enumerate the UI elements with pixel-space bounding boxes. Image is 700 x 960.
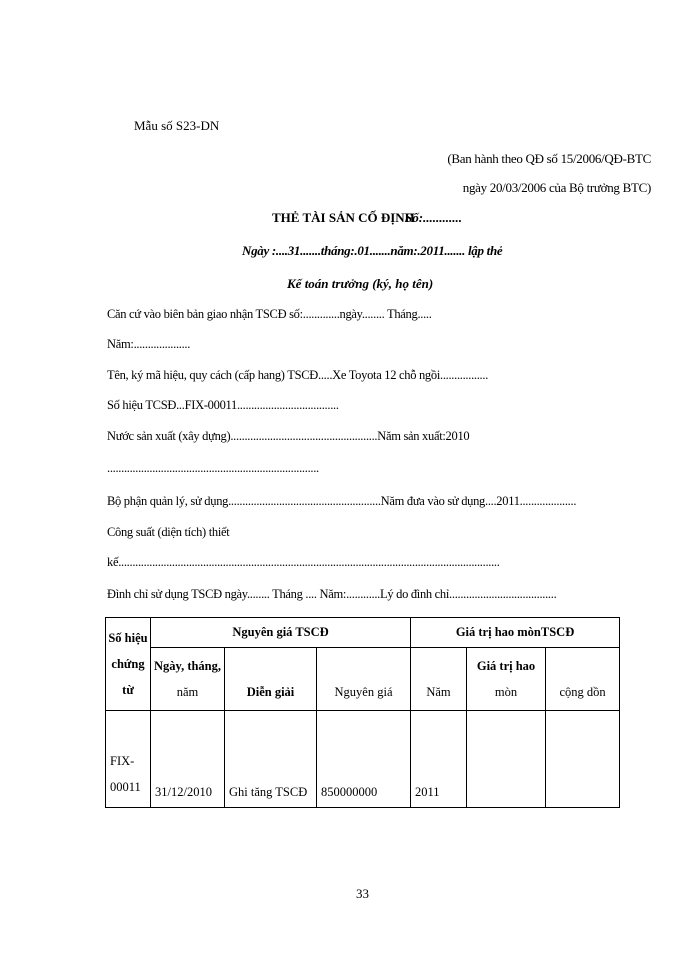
cell-date: 31/12/2010 [151,711,225,808]
cell-description: Ghi tăng TSCĐ [225,711,317,808]
page-number: 33 [356,886,369,901]
field-department: Bộ phận quản lý, sử dụng......................................................Năm đưa vào sử dụng....2011.................... [107,494,577,508]
field-asset-number: Số hiệu TCSĐ...FIX-00011.................................... [107,398,339,412]
cell-cumulative [546,711,620,808]
field-handover-record: Căn cứ vào biên bản giao nhận TSCĐ số:.............ngày........ Tháng..... [107,307,432,321]
field-country-year: Nước sản xuất (xây dựng)....................................................Năm sản xuất:2010 [107,429,470,443]
field-year: Năm:.................... [107,337,191,351]
field-blank-line: ........................................................................... [107,461,319,475]
header-description: Diễn giải [225,648,317,711]
table-header-row-2 [106,648,620,711]
field-suspension: Đình chỉ sử dụng TSCĐ ngày........ Tháng .... Năm:............Lý do đình chỉ...................................... [107,587,557,601]
issued-decree-line2: ngày 20/03/2006 của Bộ trưởng BTC) [462,180,651,195]
issued-decree-line1: (Ban hành theo QĐ số 15/2006/QĐ-BTC [447,151,651,166]
header-doc-no: Số hiệu chứng từ [106,618,151,711]
table-header-row-1 [106,618,620,648]
field-asset-name: Tên, ký mã hiệu, quy cách (cấp hang) TSCĐ.....Xe Toyota 12 chỗ ngồi................. [107,368,489,382]
cell-doc-no: FIX- 00011 [106,711,151,808]
header-dep-value: Giá trị hao mòn [467,648,546,711]
cell-year: 2011 [411,711,467,808]
header-cost: Nguyên giá [317,648,411,711]
cell-cost: 850000000 [317,711,411,808]
field-capacity: Công suất (diện tích) thiết [107,525,230,539]
date-line: Ngày :....31.......tháng:.01.......năm:.2011....... lập thẻ [242,243,503,258]
card-title: THẺ TÀI SẢN CỐ ĐỊNH [272,210,415,225]
field-design: kế....................................................................................................................................... [107,555,500,569]
form-code: Mẫu số S23-DN [134,118,220,133]
header-year: Năm [411,648,467,711]
header-depreciation: Giá trị hao mònTSCĐ [411,618,620,648]
header-original-cost: Nguyên giá TSCĐ [151,618,411,648]
chief-accountant: Kế toán trưởng (ký, họ tên) [287,276,434,291]
header-date: Ngày, tháng, năm [151,648,225,711]
header-cumulative: cộng dồn [546,648,620,711]
asset-table [105,617,620,808]
card-number: Số:............ [405,210,463,225]
cell-dep-value [467,711,546,808]
table-row [106,711,620,808]
